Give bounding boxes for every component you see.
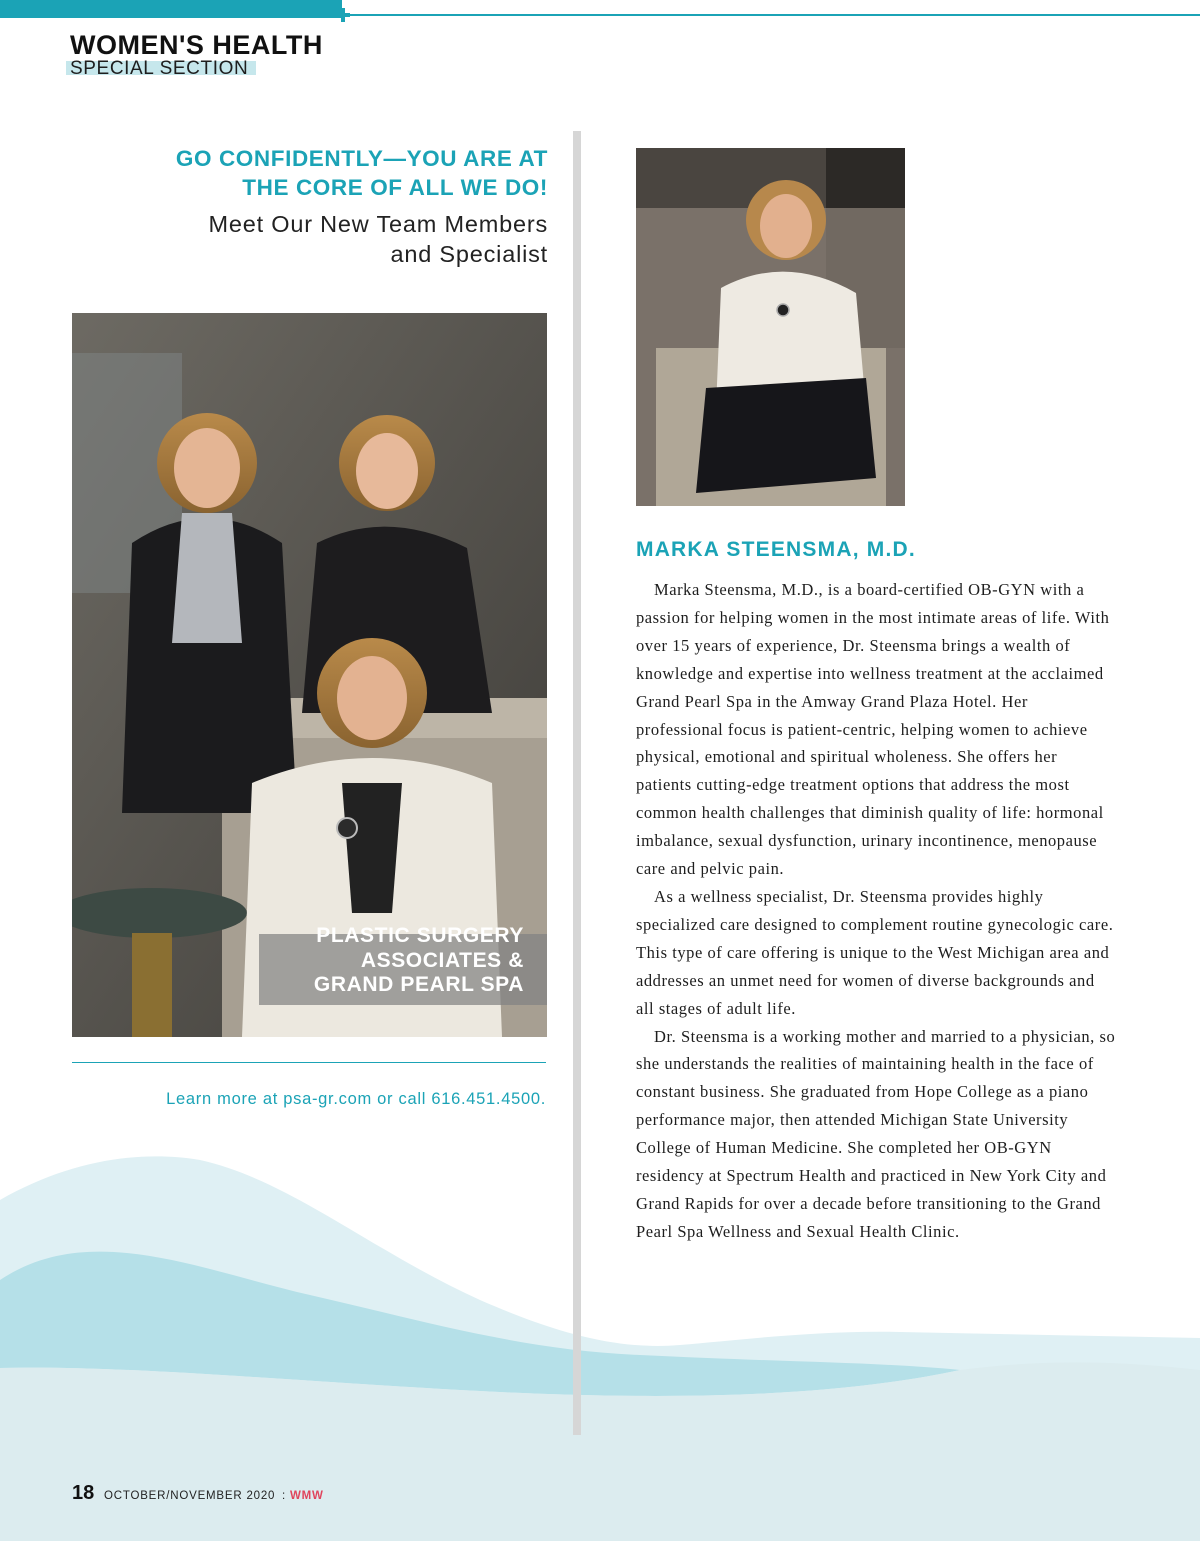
learn-more-link[interactable]: Learn more at psa-gr.com or call 616.451.4500.	[166, 1090, 546, 1108]
bio-paragraph: Dr. Steensma is a working mother and married to a physician, so she understands the realities of maintaining health in the face of constant business. She graduated from Hope College as a piano performance major, then attended Michigan State University College of Human Medicine. She completed her OB-GYN residency at Spectrum Health and practiced in New York City and Grand Rapids for over a decade before transitioning to the Grand Pearl Spa Wellness and Sexual Health Clinic.	[636, 1026, 1116, 1241]
doctor-name-heading: MARKA STEENSMA, M.D.	[636, 538, 916, 561]
header-rule	[342, 14, 1200, 16]
photo-caption	[259, 924, 524, 998]
header-accent-bar	[0, 0, 342, 18]
plus-icon	[336, 8, 350, 22]
bio-paragraph: Marka Steensma, M.D., is a board-certified OB-GYN with a passion for helping women in the most intimate areas of life. With over 15 years of experience, Dr. Steensma brings a wealth of knowledge and expertise into wellness treatment at the acclaimed Grand Pearl Spa in the Amway Grand Plaza Hotel. Her professional focus is patient-centric, helping women to achieve physical, emotional and spiritual wholeness. She offers her patients cutting-edge treatment options that address the most common health challenges that diminish quality of life: hormonal imbalance, sexual dysfunction, urinary incontinence, menopause care and pelvic pain.	[636, 580, 1110, 879]
caption-line: GRAND PEARL SPA	[313, 973, 524, 996]
caption-line: ASSOCIATES &	[360, 948, 524, 972]
article-subheadline	[70, 209, 548, 269]
bio-paragraph: As a wellness specialist, Dr. Steensma provides highly specialized care designed to complement routine gynecologic care. This type of care offering is unique to the West Michigan area and addresses an unmet need for women of diverse backgrounds and all stages of adult life.	[636, 886, 1114, 1018]
magazine-brand: WMW	[290, 1490, 324, 1502]
page-number: 18	[72, 1482, 95, 1504]
headline-line: THE CORE OF ALL WE DO!	[242, 175, 548, 200]
doctor-portrait-photo	[636, 148, 905, 506]
article-headline	[70, 144, 548, 202]
doctor-bio	[636, 576, 1116, 1246]
subheadline-line: and Specialist	[390, 241, 548, 267]
issue-date: OCTOBER/NOVEMBER 2020	[104, 1490, 276, 1502]
column-divider	[573, 131, 581, 1435]
section-title: WOMEN'S HEALTH	[70, 30, 323, 60]
section-subtitle: SPECIAL SECTION	[70, 58, 249, 79]
subheadline-line: Meet Our New Team Members	[208, 211, 548, 237]
headline-line: GO CONFIDENTLY—YOU ARE AT	[175, 146, 548, 171]
caption-line: PLASTIC SURGERY	[316, 924, 524, 947]
footer-separator: :	[282, 1490, 286, 1502]
caption-rule	[72, 1062, 546, 1063]
